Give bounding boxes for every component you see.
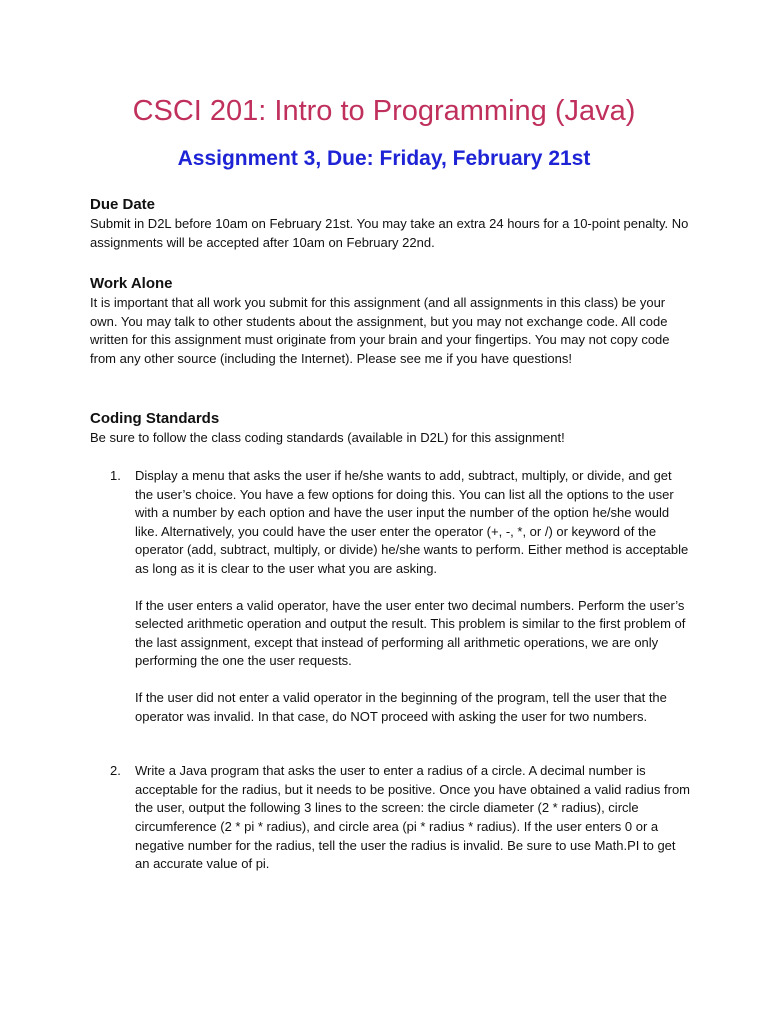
work-alone-text: It is important that all work you submit for this assignment (and all assignments in this class) be your own. You may talk to other students about the assignment, but you may not exchange code. All code written for this assignment must originate from your brain and your fingertips. You may not copy code from any other source (including the Internet). Please see me if you have questions! (90, 295, 670, 366)
work-alone-heading: Work Alone (90, 275, 173, 292)
problem-paragraph: If the user did not enter a valid operator in the beginning of the program, tell the user that the operator was invalid. In that case, do NOT proceed with asking the user for two numbers. (135, 689, 667, 724)
paragraph-spacer (135, 671, 690, 689)
paragraph-spacer (135, 579, 690, 597)
problem-spacer (90, 726, 690, 762)
problem-paragraph: If the user enters a valid operator, have the user enter two decimal numbers. Perform the user’s selected arithmetic operation and output the result. This problem is similar to the first problem of the last assignment, except that instead of performing all arithmetic operations, we are only performing the one the user requests. (135, 597, 686, 669)
coding-standards-heading: Coding Standards (90, 410, 220, 427)
due-date-heading: Due Date (90, 196, 156, 213)
problem-paragraph: Display a menu that asks the user if he/she wants to add, subtract, multiply, or divide, and get the user’s choice. You have a few options for doing this. You can list all the options to the user with a number by each option and have the user input the number of the option he/she would like. Alternatively, you could have the user enter the operator (+, -, *, or /) or keyword of the operator (add, subtract, multiply, or divide) he/she wants to perform. Either method is acceptable as long as it is clear to the user what you are asking. (135, 468, 689, 576)
coding-standards-text: Be sure to follow the class coding standards (available in D2L) for this assignment! (90, 430, 565, 445)
problem-number: 1. (110, 468, 121, 483)
assignment-title: Assignment 3, Due: Friday, February 21st (177, 147, 591, 170)
course-title: CSCI 201: Intro to Programming (Java) (132, 95, 636, 127)
problem-body (135, 467, 690, 726)
problem-item (90, 467, 690, 726)
problem-number: 2. (110, 763, 121, 779)
problem-list (90, 467, 690, 874)
due-date-text: Submit in D2L before 10am on February 21st. You may take an extra 24 hours for a 10-point penalty. No assignments will be accepted after 10am on February 22nd. (90, 216, 689, 250)
problem-item (90, 762, 690, 874)
problem-body (135, 762, 690, 874)
problem-paragraph: Write a Java program that asks the user to enter a radius of a circle. A decimal number is acceptable for the radius, but it needs to be positive. Once you have obtained a valid radius from the user, output the following 3 lines to the screen: the circle diameter (2 * radius), circle circumference (2 * pi * radius), and circle area (pi * radius * radius). If the user enters 0 or a negative number for the radius, tell the user the radius is invalid. Be sure to use Math.PI to get an accurate value of pi. (135, 763, 691, 872)
